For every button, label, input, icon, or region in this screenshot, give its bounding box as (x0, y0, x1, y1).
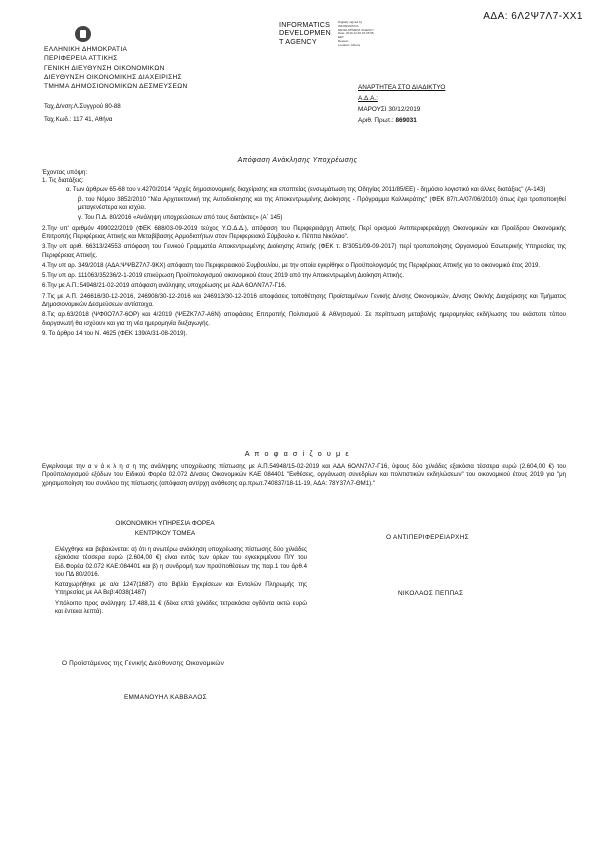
signature-line: EET (338, 35, 344, 39)
provision-item: β. του Νόμου 3852/2010 "Νέα Αρχιτεκτονική της Αυτοδιοίκησης και της Αποκεντρωμένης Διοίκησης - Πρόγραμμα Καλλικράτης" (ΦΕΚ 87/τ.Α/07/06/2010) όπως έχει τροποποιηθεί μεταγενέστερα και ισχύει. (78, 195, 566, 212)
digital-signature-details (338, 21, 374, 47)
signatory-name-left: ΕΜΜΑΝΟΥΗΛ ΚΑΒΒΑΛΟΣ (124, 694, 207, 701)
service-line: ΟΙΚΟΝΟΜΙΚΗ ΥΠΗΡΕΣΙΑ ΦΟΡΕΑ (115, 520, 215, 527)
consideration-item: 8.Τις αρ.63/2018 (ΨΦ0Ο7Λ7-6ΟΡ) και 4/2019 (ΨΕΖΚ7Λ7-Α6Ν) αποφάσεις Επιτροπής Πολιτισμού & Αθλητισμού. Σε περίπτωση μεταβολής ημερομηνίας εκδήλωσης του εκάστοτε τόπου διοργανωτή θα ισχύουν και για τη νέα ημερομηνία διεξαγωγής. (42, 311, 566, 327)
consideration-item: 4.Την υπ αρ. 349/2018 (ΑΔΑ:ΨΨΒΖ7Λ7-9ΚΧ) απόφαση του Περιφερειακού Συμβουλίου, με την οποία εγκρίθηκε ο Προϋπολογισμός της Περιφέρειας Αττικής για το οικονομικό έτος 2019. (42, 261, 541, 269)
signature-line: Location: Athens (338, 42, 361, 47)
decision-heading: Α π ο φ α σ ί ζ ο υ μ ε (244, 449, 351, 458)
ada-code: ΑΔΑ: 6Λ2Ψ7Λ7-ΧΧ1 (483, 11, 583, 22)
issuer-header (44, 45, 188, 92)
decision-text: Εγκρίνουμε την α ν ά κ λ η σ η της ανάληψης υποχρέωσης πίστωσης με Α.Π.54948/15-02-2019 και ΑΔΑ 6ΟΛΝ7Λ7-Γ16, ύψους δύο χιλιάδες εξακόσια τέσσερα ευρώ (2.604,00 €) του Προϋπολογισμού εξόδων του Ειδικού Φορέα 02.072 Δ/νσεις Οικονομικών ΚΑΕ 084401 "Εκθέσεις, οργάνωση συνεδρίων και πολιτιστικών εκδηλώσεων" του οικονομικού έτους 2019 για "μη χρησιμοποίηση του συνόλου της πίστωσης (απόφαση αντ/ρχη ανάθεσης αρ.πρωτ.740837/18-11-19, ΑΔΑ: 78Υ37Λ7-ΘΜ1)." (42, 463, 566, 487)
issuer-line: ΠΕΡΙΦΕΡΕΙΑ ΑΤΤΙΚΗΣ (44, 55, 118, 63)
agency-line: INFORMATICS (279, 20, 331, 29)
issuer-line: ΓΕΝΙΚΗ ΔΙΕΥΘΥΝΣΗ ΟΙΚΟΝΟΜΙΚΩΝ (44, 64, 165, 72)
consideration-item: 3.Την υπ αριθ. 66313/24553 απόφαση του Γενικού Γραμματέα Αποκεντρωμένης Διοίκησης Αττικής (ΦΕΚ τ. Β'3051/09-09-2017) περί τροποποίησης Οργανισμού Εσωτερικής Υπηρεσίας της Περιφέρειας Αττικής. (42, 243, 566, 259)
consideration-item: 2.Την υπ' αριθμόν 499022/2019 (ΦΕΚ 688/03-09-2019 τεύχος Υ.Ο.Δ.Δ.), απόφαση του Περιφερειάρχη Αττικής Περί ορισμού Αντιπεριφερειάρχη Οικονομικών και Προέδρου Οικονομικής Επιτροπής Περιφέρειας Αττικής και Μεταβίβασης Αρμοδιοτήτων στον Περιφερειακό Σύμβουλο κ. Πέππα Νικόλαο". (42, 224, 566, 240)
consideration-item: 6.Την με Α.Π.:54948/21-02-2019 απόφαση ανάληψης υποχρέωσης με ΑΔΑ 6ΟΛΝ7Λ7-Γ16. (42, 282, 287, 290)
issuer-line: ΕΛΛΗΝΙΚΗ ΔΗΜΟΚΡΑΤΙΑ (44, 46, 128, 53)
signature-agency (279, 21, 331, 46)
signature-line: Reason: (338, 38, 350, 43)
address-line: Ταχ.Δ/νση:Λ.Συγγρού 80-88 (44, 103, 121, 110)
considerations (42, 169, 566, 338)
agency-line: T AGENCY (279, 36, 317, 46)
document-title: Απόφαση Ανάκλησης Υποχρέωσης (237, 157, 358, 164)
signature-line: Date: 2019.12.30 15:36:58 (338, 31, 374, 36)
service-line: ΚΕΝΤΡΙΚΟΥ ΤΟΜΕΑ (134, 529, 196, 537)
provision-item: α. Των άρθρων 65-68 του ν.4270/2014 "Αρχές δημοσιονομικής διαχείρισης και εποπτείας (ενσωμάτωση της Οδηγίας 2011/85/ΕΕ) - δημόσιο λογιστικό και άλλες διατάξεις" (Α-143) (66, 185, 546, 193)
ada-label: Α.Δ.Α.: (358, 95, 378, 103)
consideration-item: 7.Τις με Α.Π. 246616/30-12-2016, 246908/30-12-2016 και 246913/30-12-2016 αποφάσεις τοποθέτησης Προϊσταμένων Γενικής Δ/νσης Οικονομικών, Δ/νσης Οικ/κής Διαχείρισης και Τμήματος Δημοσιονομικών Δεσμεύσεων αντίστοιχα. (42, 292, 566, 308)
issuer-line: ΤΜΗΜΑ ΔΗΜΟΣΙΟΝΟΜΙΚΩΝ ΔΕΣΜΕΥΣΕΩΝ (44, 83, 188, 91)
certification-paragraph: Υπόλοιπο προς ανάληψη: 17.488,11 € (δέκα επτά χιλιάδες τετρακόσια ογδόντα οκτώ ευρώ και έντεκα λεπτά). (55, 599, 307, 615)
document-meta (358, 82, 445, 126)
document-date: ΜΑΡΟΥΣΙ 30/12/2019 (358, 106, 421, 114)
protocol-number-line (358, 115, 445, 126)
certification-paragraph: Ελέγχθηκε και βεβαιώνεται: α) ότι η ανωτέρω ανάκληση υποχρέωσης πίστωσης δύο χιλιάδες εξακόσια τέσσερα ευρώ (2.604,00 €) είναι εντός των ορίων του εγκεκριμένου Π/Υ του Ειδ.Φορέα 02.072 ΚΑΕ:084401 και β) η συνδρομή των προϋποθέσεων της παρ.1 του άρθ.4 του ΠΔ 80/2016. (55, 546, 307, 578)
address-line: Ταχ.Κωδ.: 117 41, Αθήνα (44, 115, 113, 123)
signatory-title-right: Ο ΑΝΤΙΠΕΡΙΦΕΡΕΙΑΡΧΗΣ (386, 534, 469, 541)
signatory-title-left: Ο Προϊστάμενος της Γενικής Διεύθυνσης Οικονομικών (62, 660, 224, 667)
provision-item: γ. Του Π.Δ. 80/2016 «Ανάληψη υποχρεώσεων από τους διατάκτες» (Α΄ 145) (78, 214, 283, 222)
signatory-name-right: ΝΙΚΟΛΑΟΣ ΠΕΠΠΑΣ (398, 590, 464, 597)
signature-line: DEVELOPMENT AGENCY (338, 27, 374, 32)
signature-line: Digitally signed by (338, 20, 363, 24)
protocol-label: Αριθ. Πρωτ.: (358, 117, 396, 125)
post-online-label: ΑΝΑΡΤΗΤΕΑ ΣΤΟ ΔΙΑΔΙΚΤΥΟ (358, 84, 446, 91)
consideration-item: 5.Την υπ αρ. 111063/35236/2-1-2019 επικύρωση Προϋπολογισμού οικονομικού έτους 2019 από την Αποκεντρωμένη Διοίκηση Αττικής. (42, 272, 404, 280)
financial-service-heading (95, 519, 235, 538)
agency-line: DEVELOPMEN (279, 28, 331, 38)
financial-service-certification (55, 546, 307, 618)
protocol-number: 869031 (395, 117, 417, 125)
greek-emblem-icon (75, 26, 91, 42)
certification-paragraph: Καταχωρήθηκε με α/α 1247(1687) στο Βιβλίο Εγκρίσεων και Εντολών Πληρωμής της Υπηρεσίας με ΑΑ Βεβ:4038(1487) (55, 581, 307, 597)
consideration-item: 9. Το άρθρο 14 του Ν. 4625 (ΦΕΚ 139/Α/31-08-2019). (42, 329, 188, 337)
issuer-address (44, 101, 121, 126)
signature-line: INFORMATICS (338, 23, 359, 28)
issuer-line: ΔΙΕΥΘΥΝΣΗ ΟΙΚΟΝΟΜΙΚΗΣ ΔΙΑΧΕΙΡΙΣΗΣ (44, 74, 182, 82)
provisions-heading: 1. Τις διατάξεις: (42, 177, 84, 185)
considering-label: Έχοντας υπόψη: (42, 169, 88, 176)
